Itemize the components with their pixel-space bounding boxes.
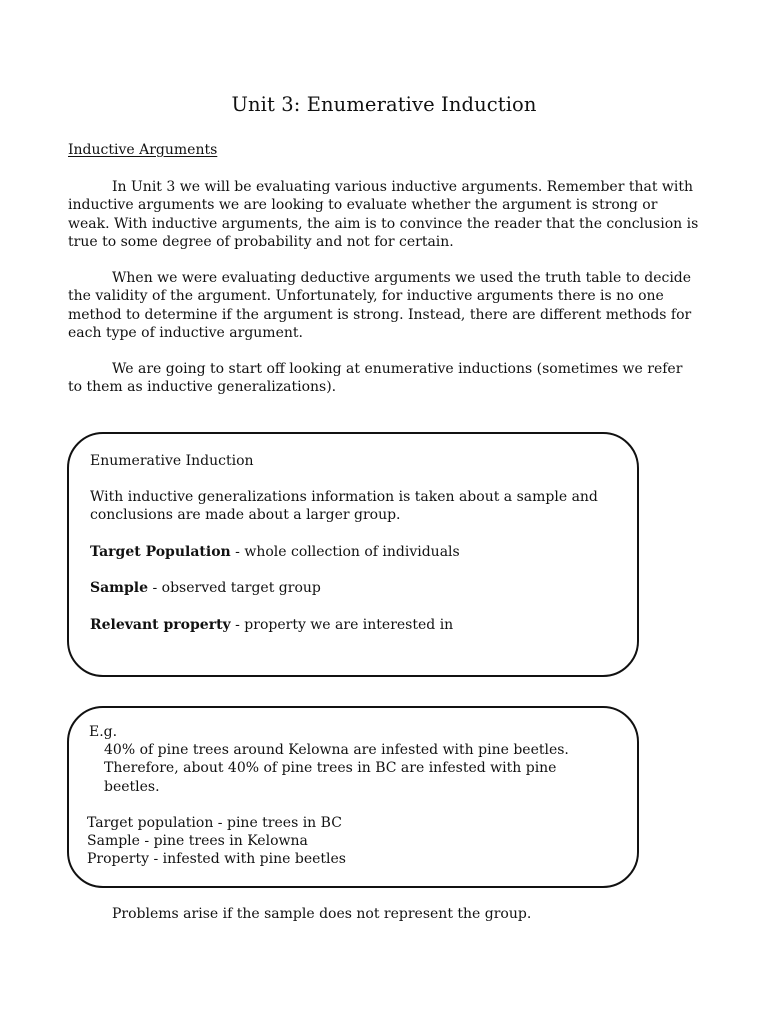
term-label: Target Population <box>90 544 231 560</box>
term-definition: - property we are interested in <box>230 617 454 633</box>
term-definition: - whole collection of individuals <box>230 544 460 560</box>
example-box <box>67 706 639 888</box>
term-sample <box>90 579 321 597</box>
section-heading: Inductive Arguments <box>68 142 218 158</box>
paragraph-enumerative-intro-text: We are going to start off looking at enumerative inductions (sometimes we refer to them as inductive generalizations). <box>68 361 683 396</box>
definition-box-description: With inductive generalizations information is taken about a sample and conclusions are made about a larger group. <box>90 489 598 524</box>
example-argument: 40% of pine trees around Kelowna are infested with pine beetles. Therefore, about 40% of pine trees in BC are infested with pine beetles. <box>104 742 569 795</box>
example-property: Property - infested with pine beetles <box>87 851 346 867</box>
term-label: Sample <box>90 580 149 596</box>
term-relevant-property <box>90 616 453 634</box>
definition-box <box>67 432 639 677</box>
paragraph-intro-text: In Unit 3 we will be evaluating various inductive arguments. Remember that with inductive arguments we are looking to evaluate whether the argument is strong or weak. With inductive arguments, the aim is to convince the reader that the conclusion is true to some degree of probability and not for certain. <box>68 179 699 250</box>
term-definition: - observed target group <box>148 580 321 596</box>
paragraph-deductive-comparison-text: When we were evaluating deductive arguments we used the truth table to decide the validity of the argument. Unfortunately, for inductive arguments there is no one method to determine if the argument is strong. Instead, there are different methods for each type of inductive argument. <box>68 270 692 341</box>
page-title: Unit 3: Enumerative Induction <box>231 93 537 116</box>
definition-box-title: Enumerative Induction <box>90 453 254 469</box>
example-target-population: Target population - pine trees in BC <box>87 815 342 831</box>
paragraph-enumerative-intro <box>68 360 700 397</box>
paragraph-deductive-comparison <box>68 269 700 342</box>
term-target-population <box>90 543 460 561</box>
paragraph-intro <box>68 178 700 251</box>
closing-statement: Problems arise if the sample does not represent the group. <box>112 906 532 922</box>
term-label: Relevant property <box>90 617 231 633</box>
example-label: E.g. <box>89 724 118 740</box>
example-sample: Sample - pine trees in Kelowna <box>87 833 308 849</box>
